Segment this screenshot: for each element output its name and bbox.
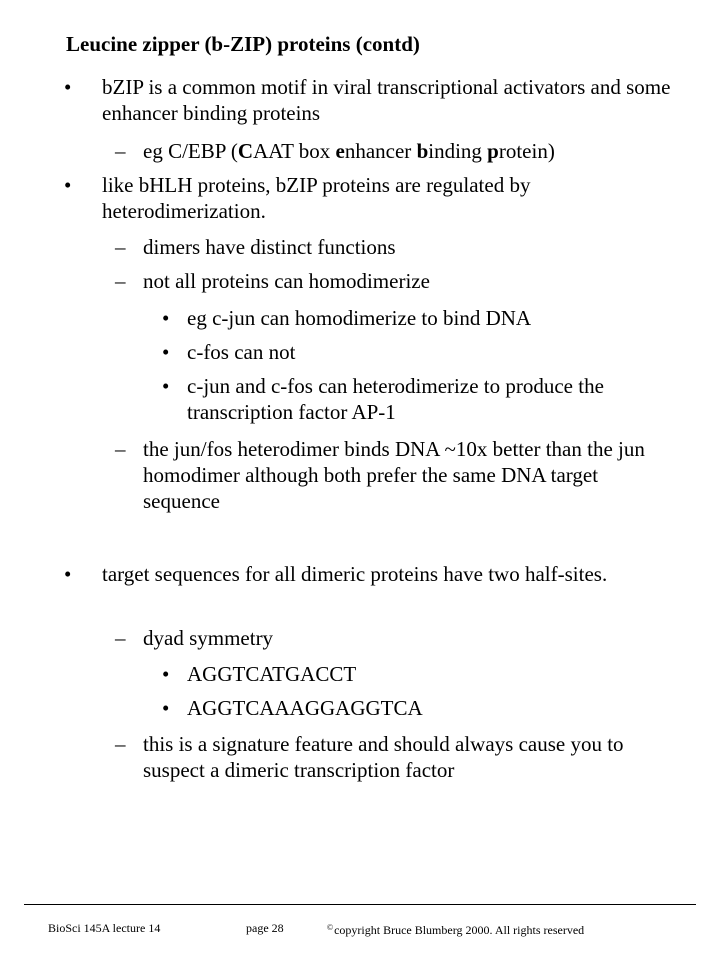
item-text: AGGTCAAAGGAGGTCA bbox=[187, 696, 423, 720]
sub-item-jun-fos-binding bbox=[115, 436, 673, 514]
sub-sub-item-sequence-1 bbox=[162, 661, 667, 687]
dash-marker: – bbox=[115, 235, 126, 259]
sub-item-cebp-example bbox=[115, 138, 673, 164]
copyright-symbol: © bbox=[327, 923, 334, 932]
item-text: eg c-jun can homodimerize to bind DNA bbox=[187, 306, 532, 330]
item-text: the jun/fos heterodimer binds DNA ~10x better than the jun homodimer although both prefer the same DNA target sequence bbox=[143, 437, 645, 513]
sub-sub-item-c-fos bbox=[162, 339, 667, 365]
bullet-marker: • bbox=[162, 696, 170, 720]
item-text: eg C/EBP (CAAT box enhancer binding protein) bbox=[143, 139, 555, 163]
dash-marker: – bbox=[115, 437, 126, 461]
bullet-item-half-sites bbox=[64, 561, 672, 587]
item-text: AGGTCATGACCT bbox=[187, 662, 357, 686]
bullet-marker: • bbox=[64, 562, 72, 586]
item-text: bZIP is a common motif in viral transcriptional activators and some enhancer binding proteins bbox=[102, 75, 671, 125]
dash-marker: – bbox=[115, 626, 126, 650]
item-text: this is a signature feature and should always cause you to suspect a dimeric transcription factor bbox=[143, 732, 624, 782]
item-text: c-jun and c-fos can heterodimerize to produce the transcription factor AP-1 bbox=[187, 374, 604, 424]
bullet-marker: • bbox=[162, 340, 170, 364]
dash-marker: – bbox=[115, 269, 126, 293]
footer-copyright: ©copyright Bruce Blumberg 2000. All rights reserved bbox=[327, 923, 585, 937]
footer-page-number: page 28 bbox=[246, 921, 284, 935]
bullet-marker: • bbox=[64, 173, 72, 197]
bullet-item-bzip-motif bbox=[64, 74, 672, 126]
bullet-item-heterodimerization bbox=[64, 172, 672, 224]
bullet-marker: • bbox=[162, 306, 170, 330]
sub-item-signature-feature bbox=[115, 731, 673, 783]
item-text: not all proteins can homodimerize bbox=[143, 269, 430, 293]
item-text: dimers have distinct functions bbox=[143, 235, 396, 259]
item-text: dyad symmetry bbox=[143, 626, 274, 650]
sub-sub-item-c-jun bbox=[162, 305, 667, 331]
dash-marker: – bbox=[115, 139, 126, 163]
sub-sub-item-ap1 bbox=[162, 373, 667, 425]
sub-item-dyad-symmetry bbox=[115, 625, 673, 651]
bullet-marker: • bbox=[64, 75, 72, 99]
page-title: Leucine zipper (b-ZIP) proteins (contd) bbox=[66, 32, 420, 56]
sub-item-homodimerize bbox=[115, 268, 673, 294]
dash-marker: – bbox=[115, 732, 126, 756]
bullet-marker: • bbox=[162, 374, 170, 398]
item-text: target sequences for all dimeric proteins have two half-sites. bbox=[102, 562, 608, 586]
sub-sub-item-sequence-2 bbox=[162, 695, 667, 721]
bullet-marker: • bbox=[162, 662, 170, 686]
item-text: like bHLH proteins, bZIP proteins are regulated by heterodimerization. bbox=[102, 173, 531, 223]
sub-item-distinct-functions bbox=[115, 234, 673, 260]
footer-divider bbox=[24, 904, 696, 905]
footer-course: BioSci 145A lecture 14 bbox=[48, 921, 161, 935]
item-text: c-fos can not bbox=[187, 340, 296, 364]
